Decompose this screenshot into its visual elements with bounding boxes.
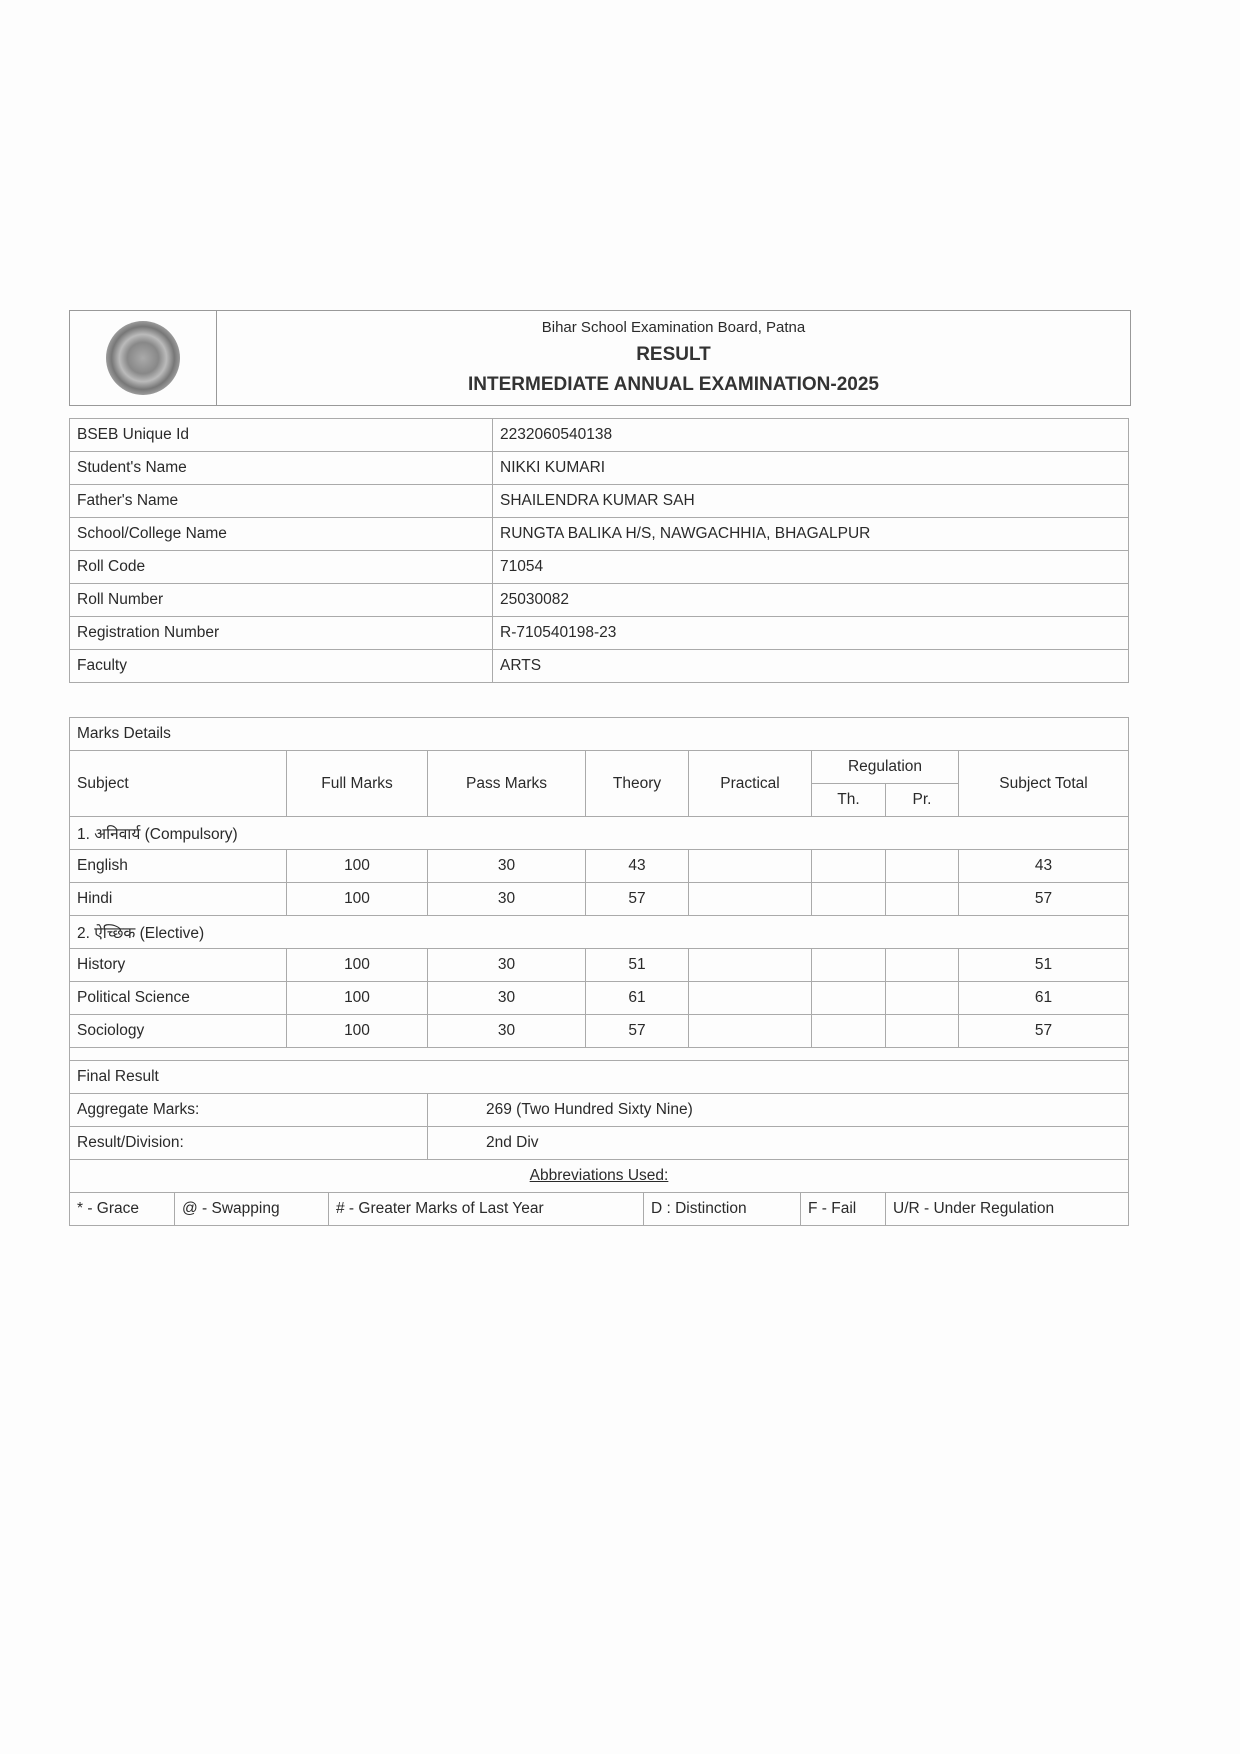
- abbreviations-row: [70, 1193, 1129, 1226]
- subject-row: [70, 949, 1129, 982]
- theory-marks: 61: [586, 982, 689, 1015]
- aggregate-row: [70, 1094, 1129, 1127]
- theory-marks: 43: [586, 850, 689, 883]
- section-row: [70, 916, 1129, 949]
- subject-total: 43: [959, 850, 1129, 883]
- spacer-row: [70, 1048, 1129, 1061]
- col-practical: Practical: [689, 751, 812, 817]
- info-value: R-710540198-23: [493, 617, 1129, 650]
- full-marks: 100: [287, 1015, 428, 1048]
- info-value: 2232060540138: [493, 419, 1129, 452]
- division-row: [70, 1127, 1129, 1160]
- division-label: Result/Division:: [70, 1127, 428, 1160]
- regulation-pr: [886, 883, 959, 916]
- header-titles: [217, 311, 1130, 405]
- column-header-row: [70, 751, 1129, 784]
- subject-row: [70, 1015, 1129, 1048]
- full-marks: 100: [287, 949, 428, 982]
- abbreviation-item: D : Distinction: [644, 1193, 801, 1226]
- subject-row: [70, 982, 1129, 1015]
- pass-marks: 30: [428, 850, 586, 883]
- subject-total: 51: [959, 949, 1129, 982]
- regulation-th: [812, 850, 886, 883]
- subject-total: 57: [959, 883, 1129, 916]
- full-marks: 100: [287, 850, 428, 883]
- info-label: Faculty: [70, 650, 493, 683]
- pass-marks: 30: [428, 982, 586, 1015]
- exam-title: INTERMEDIATE ANNUAL EXAMINATION-2025: [468, 374, 879, 395]
- col-reg-th: Th.: [812, 784, 886, 817]
- student-info-table: [69, 418, 1129, 683]
- board-name: Bihar School Examination Board, Patna: [541, 319, 806, 336]
- subject-name: History: [70, 949, 287, 982]
- abbreviation-item: * - Grace: [70, 1193, 175, 1226]
- marks-table: [69, 717, 1129, 1193]
- abbreviations-table: [69, 1192, 1129, 1226]
- final-result-label: Final Result: [70, 1061, 1129, 1094]
- info-value: ARTS: [493, 650, 1129, 683]
- info-value: 71054: [493, 551, 1129, 584]
- info-label: Father's Name: [70, 485, 493, 518]
- info-value: NIKKI KUMARI: [493, 452, 1129, 485]
- col-regulation: Regulation: [812, 751, 959, 784]
- info-label: Student's Name: [70, 452, 493, 485]
- abbreviations-title-row: [70, 1160, 1129, 1193]
- col-subject-total: Subject Total: [959, 751, 1129, 817]
- theory-marks: 51: [586, 949, 689, 982]
- info-value: 25030082: [493, 584, 1129, 617]
- subject-total: 61: [959, 982, 1129, 1015]
- marks-details-row: [70, 718, 1129, 751]
- practical-marks: [689, 949, 812, 982]
- pass-marks: 30: [428, 883, 586, 916]
- info-row: [70, 419, 1129, 452]
- pass-marks: 30: [428, 1015, 586, 1048]
- section-title: 1. अनिवार्य (Compulsory): [70, 817, 1129, 850]
- theory-marks: 57: [586, 883, 689, 916]
- regulation-pr: [886, 1015, 959, 1048]
- subject-row: [70, 883, 1129, 916]
- info-row: [70, 584, 1129, 617]
- full-marks: 100: [287, 982, 428, 1015]
- info-row: [70, 650, 1129, 683]
- regulation-th: [812, 883, 886, 916]
- aggregate-value: 269 (Two Hundred Sixty Nine): [428, 1094, 1129, 1127]
- subject-name: Political Science: [70, 982, 287, 1015]
- abbreviation-item: F - Fail: [801, 1193, 886, 1226]
- info-value: RUNGTA BALIKA H/S, NAWGACHHIA, BHAGALPUR: [493, 518, 1129, 551]
- subject-name: Hindi: [70, 883, 287, 916]
- info-row: [70, 617, 1129, 650]
- abbreviation-item: # - Greater Marks of Last Year: [329, 1193, 644, 1226]
- practical-marks: [689, 850, 812, 883]
- col-pass-marks: Pass Marks: [428, 751, 586, 817]
- col-theory: Theory: [586, 751, 689, 817]
- regulation-pr: [886, 982, 959, 1015]
- info-row: [70, 485, 1129, 518]
- subject-name: Sociology: [70, 1015, 287, 1048]
- subject-total: 57: [959, 1015, 1129, 1048]
- abbreviation-item: @ - Swapping: [175, 1193, 329, 1226]
- practical-marks: [689, 982, 812, 1015]
- division-value: 2nd Div: [428, 1127, 1129, 1160]
- info-row: [70, 452, 1129, 485]
- abbreviations-title: Abbreviations Used:: [70, 1160, 1129, 1193]
- info-row: [70, 518, 1129, 551]
- section-title: 2. ऐच्छिक (Elective): [70, 916, 1129, 949]
- header: [69, 310, 1131, 406]
- info-row: [70, 551, 1129, 584]
- info-label: Roll Number: [70, 584, 493, 617]
- section-row: [70, 817, 1129, 850]
- info-label: BSEB Unique Id: [70, 419, 493, 452]
- info-label: Registration Number: [70, 617, 493, 650]
- practical-marks: [689, 883, 812, 916]
- abbreviation-item: U/R - Under Regulation: [886, 1193, 1129, 1226]
- full-marks: 100: [287, 883, 428, 916]
- regulation-th: [812, 982, 886, 1015]
- col-subject: Subject: [70, 751, 287, 817]
- bseb-seal-icon: [106, 321, 180, 395]
- pass-marks: 30: [428, 949, 586, 982]
- subject-name: English: [70, 850, 287, 883]
- regulation-pr: [886, 949, 959, 982]
- info-label: Roll Code: [70, 551, 493, 584]
- info-value: SHAILENDRA KUMAR SAH: [493, 485, 1129, 518]
- subject-row: [70, 850, 1129, 883]
- info-label: School/College Name: [70, 518, 493, 551]
- regulation-th: [812, 949, 886, 982]
- logo-cell: [70, 311, 217, 405]
- result-title: RESULT: [636, 344, 711, 365]
- regulation-th: [812, 1015, 886, 1048]
- final-result-row: [70, 1061, 1129, 1094]
- marks-details-label: Marks Details: [70, 718, 1129, 751]
- practical-marks: [689, 1015, 812, 1048]
- aggregate-label: Aggregate Marks:: [70, 1094, 428, 1127]
- col-reg-pr: Pr.: [886, 784, 959, 817]
- regulation-pr: [886, 850, 959, 883]
- col-full-marks: Full Marks: [287, 751, 428, 817]
- theory-marks: 57: [586, 1015, 689, 1048]
